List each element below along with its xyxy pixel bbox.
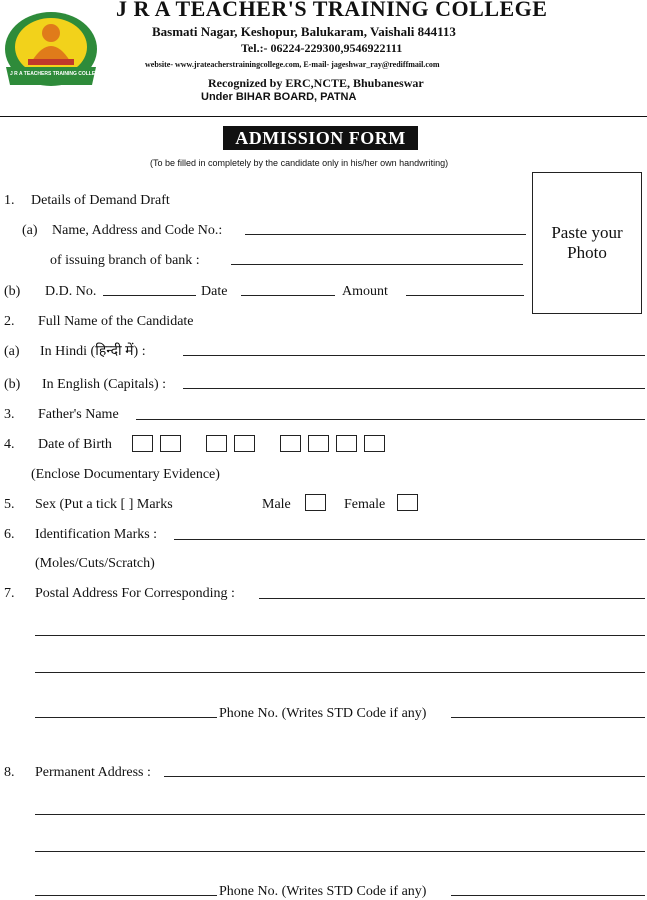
q2b-number: (b) bbox=[4, 377, 21, 392]
q1a-number: (a) bbox=[22, 223, 38, 238]
q5-number: 5. bbox=[4, 497, 15, 512]
college-website-email: website- www.jrateacherstrainingcollege.com, E-mail- jageshwar_ray@rediffmail.com bbox=[145, 60, 440, 69]
bank-branch-field[interactable] bbox=[231, 264, 523, 265]
permanent-phone-label: Phone No. (Writes STD Code if any) bbox=[219, 884, 427, 899]
female-label: Female bbox=[344, 497, 386, 512]
name-english-field[interactable] bbox=[183, 388, 645, 389]
postal-address-field-3[interactable] bbox=[35, 672, 645, 673]
male-label: Male bbox=[262, 497, 291, 512]
dd-amount-label: Amount bbox=[342, 284, 388, 299]
dd-number-label: D.D. No. bbox=[45, 284, 97, 299]
postal-address-label: Postal Address For Corresponding : bbox=[35, 586, 235, 601]
q1b-number: (b) bbox=[4, 284, 21, 299]
dd-amount-field[interactable] bbox=[406, 295, 524, 296]
photo-box-label: Paste your Photo bbox=[551, 223, 623, 262]
permanent-address-label: Permanent Address : bbox=[35, 765, 151, 780]
q4-number: 4. bbox=[4, 437, 15, 452]
q8-number: 8. bbox=[4, 765, 15, 780]
identification-marks-note: (Moles/Cuts/Scratch) bbox=[35, 556, 155, 571]
postal-address-field-1[interactable] bbox=[259, 598, 645, 599]
dob-year-box-3[interactable] bbox=[336, 435, 357, 452]
permanent-address-field-1[interactable] bbox=[164, 776, 645, 777]
dob-year-box-2[interactable] bbox=[308, 435, 329, 452]
q1a-label: Name, Address and Code No.: bbox=[52, 223, 223, 238]
q2a-number: (a) bbox=[4, 344, 20, 359]
photo-box[interactable] bbox=[532, 172, 642, 314]
bank-name-field[interactable] bbox=[245, 234, 526, 235]
q6-number: 6. bbox=[4, 527, 15, 542]
q1a-label-cont: of issuing branch of bank : bbox=[50, 253, 200, 268]
dob-day-box-1[interactable] bbox=[132, 435, 153, 452]
sex-label: Sex (Put a tick [ ] Marks bbox=[35, 497, 173, 512]
dob-day-box-2[interactable] bbox=[160, 435, 181, 452]
postal-address-field-2[interactable] bbox=[35, 635, 645, 636]
permanent-phone-field[interactable] bbox=[451, 895, 645, 896]
dob-year-box-4[interactable] bbox=[364, 435, 385, 452]
postal-std-code-field[interactable] bbox=[35, 717, 217, 718]
recognition-text: Recognized by ERC,NCTE, Bhubaneswar bbox=[208, 76, 424, 90]
q1-number: 1. bbox=[4, 193, 15, 208]
q7-number: 7. bbox=[4, 586, 15, 601]
female-checkbox[interactable] bbox=[397, 494, 418, 511]
male-checkbox[interactable] bbox=[305, 494, 326, 511]
form-instruction: (To be filled in completely by the candidate only in his/her own handwriting) bbox=[150, 158, 449, 168]
board-text: Under BIHAR BOARD, PATNA bbox=[201, 91, 357, 103]
q3-number: 3. bbox=[4, 407, 15, 422]
dd-date-label: Date bbox=[201, 284, 228, 299]
dd-number-field[interactable] bbox=[103, 295, 196, 296]
q2-number: 2. bbox=[4, 314, 15, 329]
permanent-std-code-field[interactable] bbox=[35, 895, 217, 896]
form-title: ADMISSION FORM bbox=[223, 126, 418, 150]
postal-phone-label: Phone No. (Writes STD Code if any) bbox=[219, 706, 427, 721]
dob-label: Date of Birth bbox=[38, 437, 112, 452]
college-name: J R A TEACHER'S TRAINING COLLEGE bbox=[116, 0, 548, 21]
dob-month-box-2[interactable] bbox=[234, 435, 255, 452]
identification-marks-label: Identification Marks : bbox=[35, 527, 158, 542]
q1-label: Details of Demand Draft bbox=[31, 193, 170, 208]
dob-note: (Enclose Documentary Evidence) bbox=[31, 467, 220, 482]
college-logo bbox=[2, 11, 103, 89]
dd-date-field[interactable] bbox=[241, 295, 335, 296]
identification-marks-field[interactable] bbox=[174, 539, 645, 540]
dob-year-box-1[interactable] bbox=[280, 435, 301, 452]
dob-month-box-1[interactable] bbox=[206, 435, 227, 452]
postal-phone-field[interactable] bbox=[451, 717, 645, 718]
name-english-label: In English (Capitals) : bbox=[42, 377, 167, 392]
name-hindi-field[interactable] bbox=[183, 355, 645, 356]
name-hindi-label: In Hindi (हिन्दी में) : bbox=[40, 344, 146, 359]
father-name-label: Father's Name bbox=[38, 407, 119, 422]
logo-text: J R A TEACHERS TRAINING COLLEGE bbox=[10, 71, 103, 77]
college-phone: Tel.:- 06224-229300,9546922111 bbox=[241, 41, 403, 55]
permanent-address-field-3[interactable] bbox=[35, 851, 645, 852]
college-address: Basmati Nagar, Keshopur, Balukaram, Vaishali 844113 bbox=[152, 24, 456, 39]
permanent-address-field-2[interactable] bbox=[35, 814, 645, 815]
q2-label: Full Name of the Candidate bbox=[38, 314, 194, 329]
father-name-field[interactable] bbox=[136, 419, 645, 420]
header-divider bbox=[0, 116, 647, 117]
